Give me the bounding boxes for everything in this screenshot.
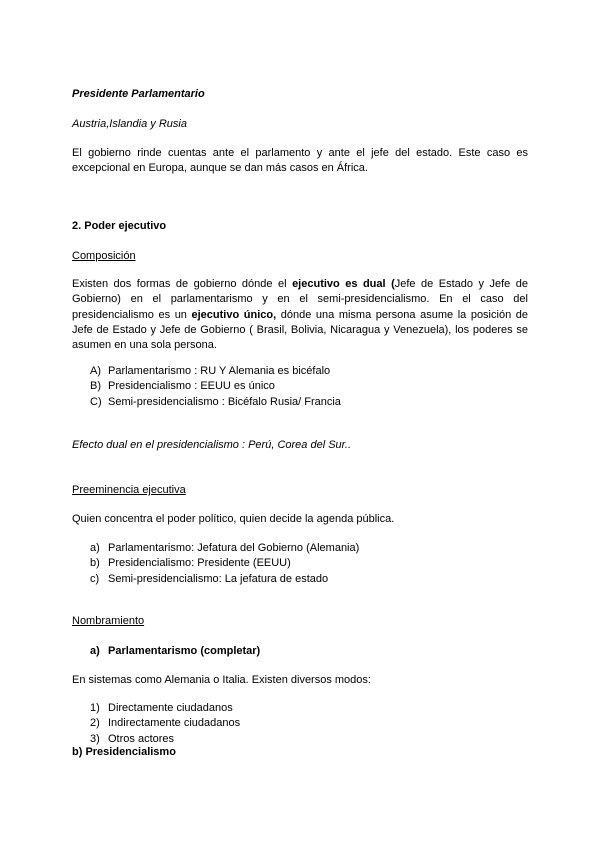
composicion-list xyxy=(90,364,341,410)
list-item: 1) Directamente ciudadanos xyxy=(90,702,233,714)
preeminencia-list xyxy=(90,541,359,587)
list-item: c) Semi-presidencialismo: La jefatura de estado xyxy=(90,572,329,585)
president-text: El gobierno rinde cuentas ante el parlamento y ante el jefe del estado. Este caso es excepcional en Europa, aunque se dan más casos en África. xyxy=(72,147,528,175)
preeminencia-heading: Preeminencia ejecutiva xyxy=(72,484,186,496)
preeminencia-text: Quien concentra el poder político, quien decide la agenda pública. xyxy=(72,513,395,525)
list-item: C) Semi-presidencialismo : Bicéfalo Rusia/ Francia xyxy=(90,395,341,408)
composicion-text-1: Existen dos formas de gobierno dónde el xyxy=(72,278,293,290)
list-item: 3) Otros actores xyxy=(90,732,175,745)
list-item: B) Presidencialismo : EEUU es único xyxy=(90,380,275,393)
nombramiento-heading: Nombramiento xyxy=(72,615,145,627)
composicion-bold-1: ejecutivo es dual ( xyxy=(292,278,395,290)
list-item: 2) Indirectamente ciudadanos xyxy=(90,717,241,730)
composicion-paragraph xyxy=(72,277,528,353)
presidencialismo-subheading: b) Presidencialismo xyxy=(72,746,176,758)
poder-ejecutivo-heading: 2. Poder ejecutivo xyxy=(72,220,167,232)
list-item: A) Parlamentarismo : RU Y Alemania es bicéfalo xyxy=(90,365,331,377)
president-title: Presidente Parlamentario xyxy=(72,88,205,100)
president-countries: Austria,Islandia y Rusia xyxy=(72,118,187,130)
efecto-dual-note: Efecto dual en el presidencialismo : Perú, Corea del Sur.. xyxy=(72,439,352,451)
composicion-text-2: Jefe de Estado y Jefe de Gobierno) en el parlamentarismo y en el semi-presidencialismo. En el caso del presidencialismo es un xyxy=(72,278,528,321)
parlamentarismo-subheading: a) Parlamentarismo (completar) xyxy=(90,645,261,657)
composicion-text-3: dónde una misma persona asume la posición de Jefe de Estado y Jefe de Gobierno ( Brasil, Bolivia, Nicaragua y Venezuela), los poderes se asumen en una sola persona. xyxy=(72,308,528,352)
list-item: a) Parlamentarismo: Jefatura del Gobierno (Alemania) xyxy=(90,542,360,554)
modos-list xyxy=(90,701,240,747)
sistemas-text: En sistemas como Alemania o Italia. Existen diversos modos: xyxy=(72,674,371,686)
list-item: b) Presidencialismo: Presidente (EEUU) xyxy=(90,557,291,570)
composicion-heading: Composición xyxy=(72,250,136,262)
composicion-bold-2: ejecutivo único, xyxy=(191,308,277,321)
